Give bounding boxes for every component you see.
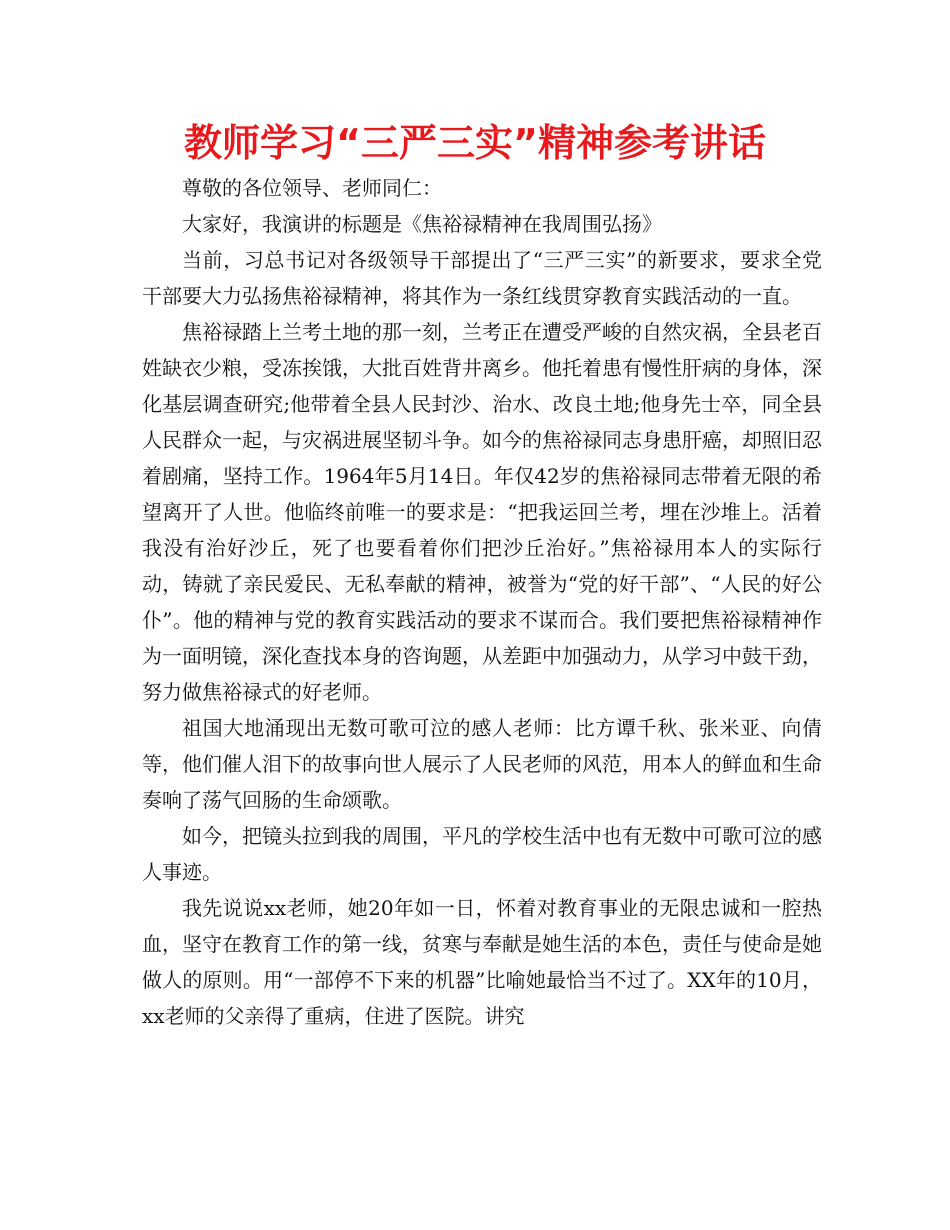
paragraph: 祖国大地涌现出无数可歌可泣的感人老师：比方谭千秋、张米亚、向倩等，他们催人泪下的故事向世人展示了人民老师的风范，用本人的鲜血和生命奏响了荡气回肠的生命颂歌。 (142, 716, 822, 812)
paragraph: 焦裕禄踏上兰考土地的那一刻，兰考正在遭受严峻的自然灾祸，全县老百姓缺衣少粮，受冻挨饿，大批百姓背井离乡。他托着患有慢性肝病的身体，深化基层调查研究;他带着全县人民封沙、治水、改良土地;他身先士卒，同全县人民群众一起，与灾祸进展坚韧斗争。如今的焦裕禄同志身患肝癌，却照旧忍着剧痛，坚持工作。1964年5月14日。年仅42岁的焦裕禄同志带着无限的希望离开了人世。他临终前唯一的要求是：“把我运回兰考，埋在沙堆上。活着我没有治好沙丘，死了也要看着你们把沙丘治好。”焦裕禄用本人的实际行动，铸就了亲民爱民、无私奉献的精神，被誉为“党的好干部”、“人民的好公仆”。他的精神与党的教育实践活动的要求不谋而合。我们要把焦裕禄精神作为一面明镜，深化查找本身的咨询题，从差距中加强动力，从学习中鼓干劲，努力做焦裕禄式的好老师。 (142, 320, 822, 704)
paragraph: 如今，把镜头拉到我的周围，平凡的学校生活中也有无数中可歌可泣的感人事迹。 (142, 824, 822, 884)
paragraph: 我先说说xx老师，她20年如一日，怀着对教育事业的无限忠诚和一腔热血，坚守在教育工作的第一线，贫寒与奉献是她生活的本色，责任与使命是她做人的原则。用“一部停不下来的机器”比喻她最恰当不过了。XX年的10月，xx老师的父亲得了重病，住进了医院。讲究 (142, 896, 822, 1028)
paragraph-salutation: 尊敬的各位领导、老师同仁： (182, 176, 442, 200)
document-title: 教师学习“三严三实”精神参考讲话 (184, 121, 766, 165)
paragraph: 当前，习总书记对各级领导干部提出了“三严三实”的新要求，要求全党干部要大力弘扬焦裕禄精神，将其作为一条红线贯穿教育实践活动的一直。 (142, 248, 822, 308)
document-body (142, 170, 822, 1034)
paragraph-greeting: 大家好，我演讲的标题是《焦裕禄精神在我周围弘扬》 (182, 212, 662, 236)
